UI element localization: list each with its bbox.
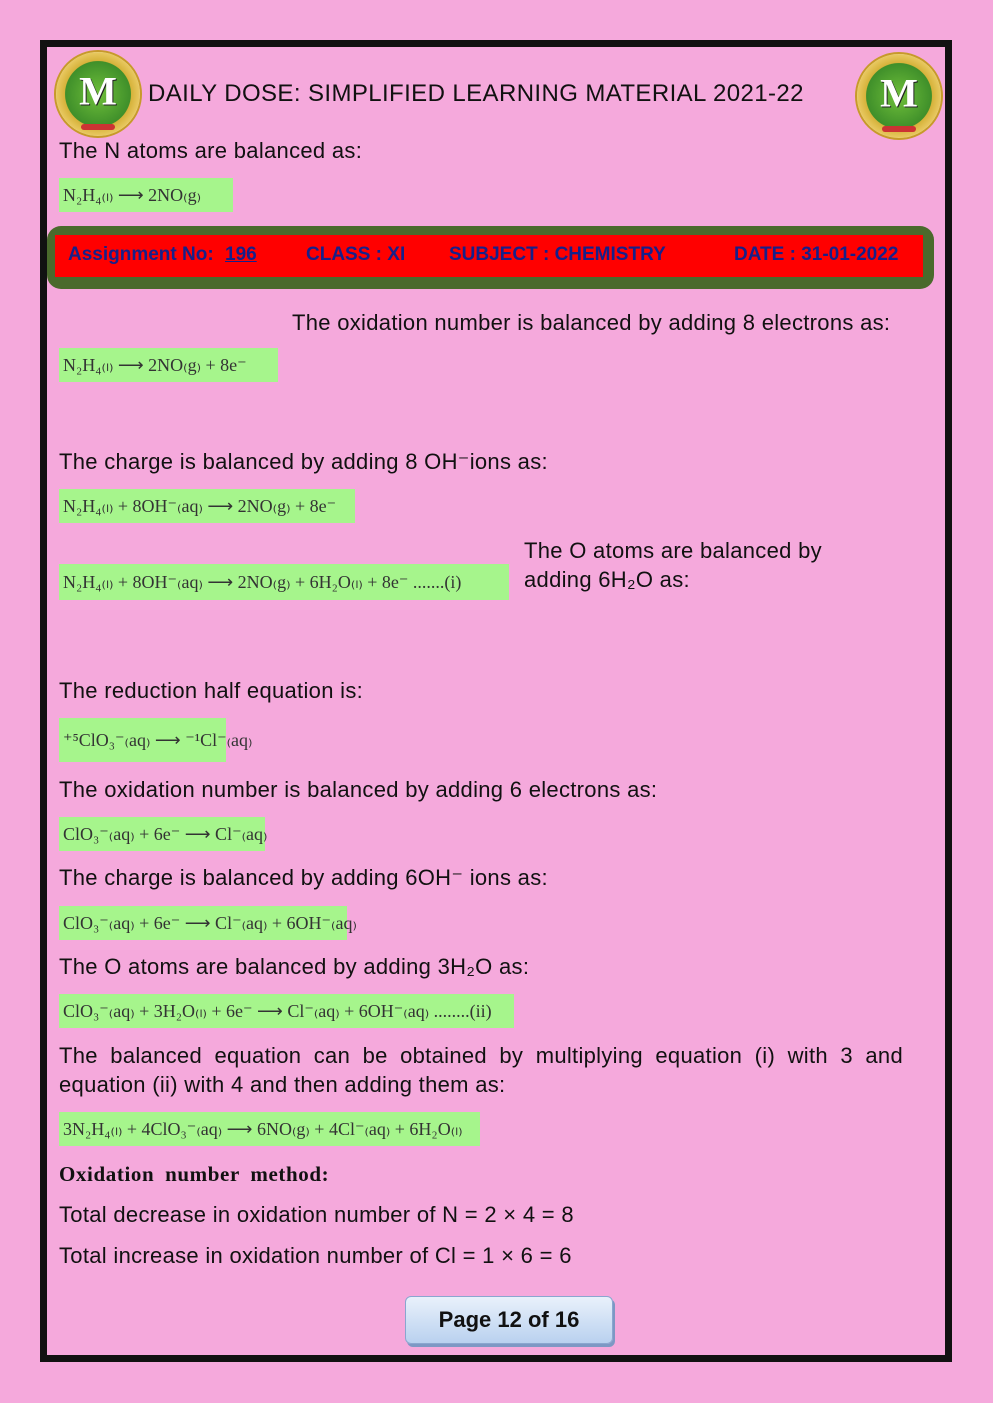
equation-9: 3N₂H₄₍ₗ₎ + 4ClO₃⁻₍aq₎ ⟶ 6NO₍g₎ + 4Cl⁻₍aq₎ + 6H₂O₍ₗ₎ xyxy=(59,1112,480,1146)
text-charge-balance: The charge is balanced by adding 8 OH⁻ions as: xyxy=(59,449,548,474)
equation-7: ClO₃⁻₍aq₎ + 6e⁻ ⟶ Cl⁻₍aq₎ + 6OH⁻₍aq₎ xyxy=(59,906,347,940)
class-label: CLASS : XI xyxy=(306,244,406,265)
text-reduction-half: The reduction half equation is: xyxy=(59,678,364,703)
subject-label: SUBJECT : CHEMISTRY xyxy=(449,244,666,265)
equation-5: ⁺⁵ClO₃⁻₍aq₎ ⟶ ⁻¹Cl⁻₍aq₎ xyxy=(59,718,226,762)
text-balanced-equation: The balanced equation can be obtained by multiplying equation (i) with 3 and equation (ii) with 4 and then adding them as: xyxy=(59,1043,903,1097)
assignment-number: 196 xyxy=(225,244,257,265)
equation-3: N₂H₄₍ₗ₎ + 8OH⁻₍aq₎ ⟶ 2NO₍g₎ + 8e⁻ xyxy=(59,489,355,523)
school-logo-right: M xyxy=(855,52,943,140)
text-oxidation-balance: The oxidation number is balanced by adding 8 electrons as: xyxy=(292,310,891,335)
school-logo-left: M xyxy=(54,50,142,138)
equation-8: ClO₃⁻₍aq₎ + 3H₂O₍ₗ₎ + 6e⁻ ⟶ Cl⁻₍aq₎ + 6OH⁻₍aq₎ ........(ii) xyxy=(59,994,514,1028)
assignment-banner-bar xyxy=(55,235,923,277)
text-o-3h2o: The O atoms are balanced by adding 3H₂O as: xyxy=(59,954,530,979)
assignment-label: Assignment No: xyxy=(68,244,214,265)
equation-2: N₂H₄₍ₗ₎ ⟶ 2NO₍g₎ + 8e⁻ xyxy=(59,348,278,382)
text-oxidation-6e: The oxidation number is balanced by adding 6 electrons as: xyxy=(59,777,658,802)
text-charge-6oh: The charge is balanced by adding 6OH⁻ ions as: xyxy=(59,865,548,890)
equation-4: N₂H₄₍ₗ₎ + 8OH⁻₍aq₎ ⟶ 2NO₍g₎ + 6H₂O₍ₗ₎ + 8e⁻ .......(i) xyxy=(59,564,509,600)
text-total-decrease: Total decrease in oxidation number of N = 2 × 4 = 8 xyxy=(59,1202,574,1227)
text-total-increase: Total increase in oxidation number of Cl = 1 × 6 = 6 xyxy=(59,1243,572,1268)
section-heading: Oxidation number method: xyxy=(59,1162,330,1186)
text-o-atoms: The O atoms are balanced by adding 6H₂O as: xyxy=(524,538,822,592)
page-title: DAILY DOSE: SIMPLIFIED LEARNING MATERIAL 2021-22 xyxy=(148,80,804,107)
equation-6: ClO₃⁻₍aq₎ + 6e⁻ ⟶ Cl⁻₍aq₎ xyxy=(59,817,265,851)
equation-1: N₂H₄₍ₗ₎ ⟶ 2NO₍g₎ xyxy=(59,178,233,212)
date-label: DATE : 31-01-2022 xyxy=(734,244,899,265)
page-number-badge: Page 12 of 16 xyxy=(405,1296,613,1344)
text-n-atoms: The N atoms are balanced as: xyxy=(59,138,363,163)
